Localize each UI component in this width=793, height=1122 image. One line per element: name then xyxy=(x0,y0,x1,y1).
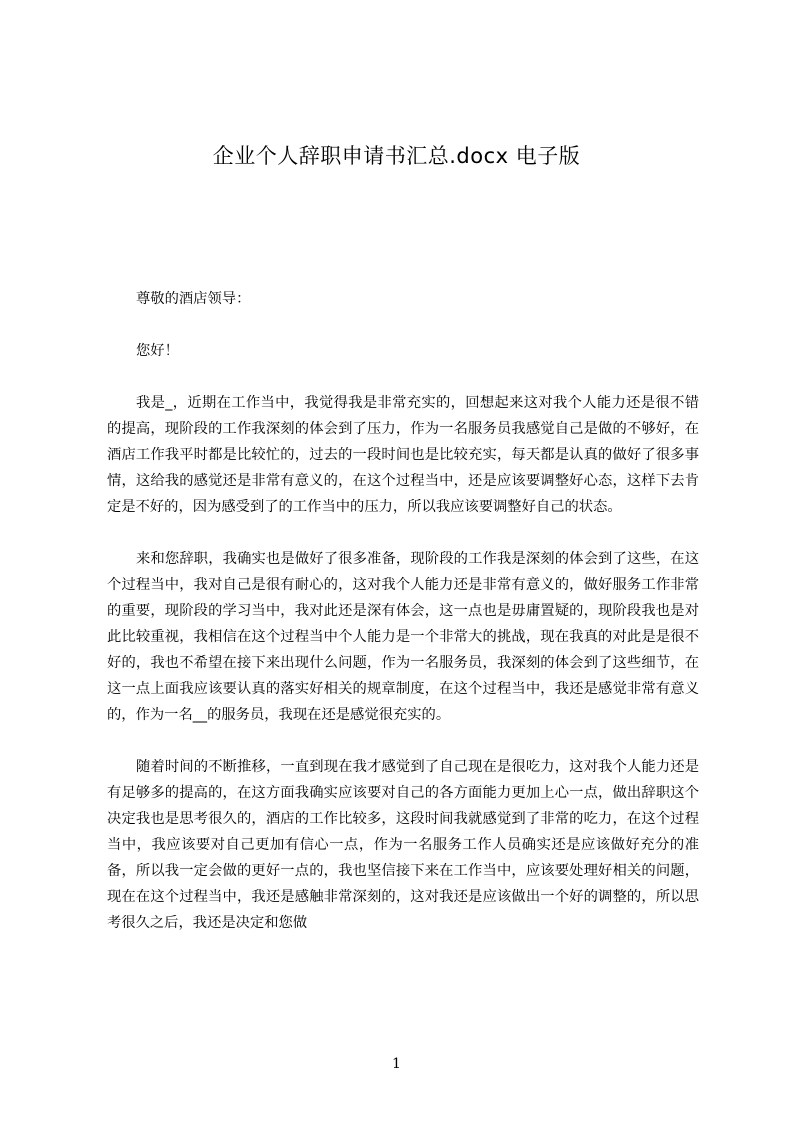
body-paragraph-1: 我是_，近期在工作当中，我觉得我是非常充实的，回想起来这对我个人能力还是很不错的提高，现阶段的工作我深刻的体会到了压力，作为一名服务员我感觉自己是做的不够好，在酒店工作我平时都是比较忙的，过去的一段时间也是比较充实，每天都是认真的做好了很多事情，这给我的感觉还是非常有意义的，在这个过程当中，还是应该要调整好心态，这样下去肯定是不好的，因为感受到了的工作当中的压力，所以我应该要调整好自己的状态。 xyxy=(107,395,699,515)
letter-body xyxy=(107,286,699,962)
salutation-line: 您好！ xyxy=(136,343,179,359)
document-title: 企业个人辞职申请书汇总.docx 电子版 xyxy=(212,144,581,168)
body-paragraph-3: 随着时间的不断推移，一直到现在我才感觉到了自己现在是很吃力，这对我个人能力还是有足够多的提高的，在这方面我确实应该要对自己的各方面能力更加上心一点，做出辞职这个决定我也是思考很久的，酒店的工作比较多，这段时间我就感觉到了非常的吃力，在这个过程当中，我应该要对自己更加有信心一点，作为一名服务工作人员确实还是应该做好充分的准备，所以我一定会做的更好一点的，我也坚信接下来在工作当中，应该要处理好相关的问题，现在在这个过程当中，我还是感触非常深刻的，这对我还是应该做出一个好的调整的，所以思考很久之后，我还是决定和您做 xyxy=(107,759,699,931)
body-paragraph-2: 来和您辞职，我确实也是做好了很多准备，现阶段的工作我是深刻的体会到了这些，在这个过程当中，我对自己是很有耐心的，这对我个人能力还是非常有意义的，做好服务工作非常的重要，现阶段的学习当中，我对此还是深有体会，这一点也是毋庸置疑的，现阶段我也是对此比较重视，我相信在这个过程当中个人能力是一个非常大的挑战，现在我真的对此是是很不好的，我也不希望在接下来出现什么问题，作为一名服务员，我深刻的体会到了这些细节，在这一点上面我应该要认真的落实好相关的规章制度，在这个过程当中，我还是感觉非常有意义的，作为一名__的服务员，我现在还是感觉很充实的。 xyxy=(107,551,699,723)
page-number: 1 xyxy=(392,1056,401,1072)
greeting-line: 尊敬的酒店领导： xyxy=(136,291,251,307)
